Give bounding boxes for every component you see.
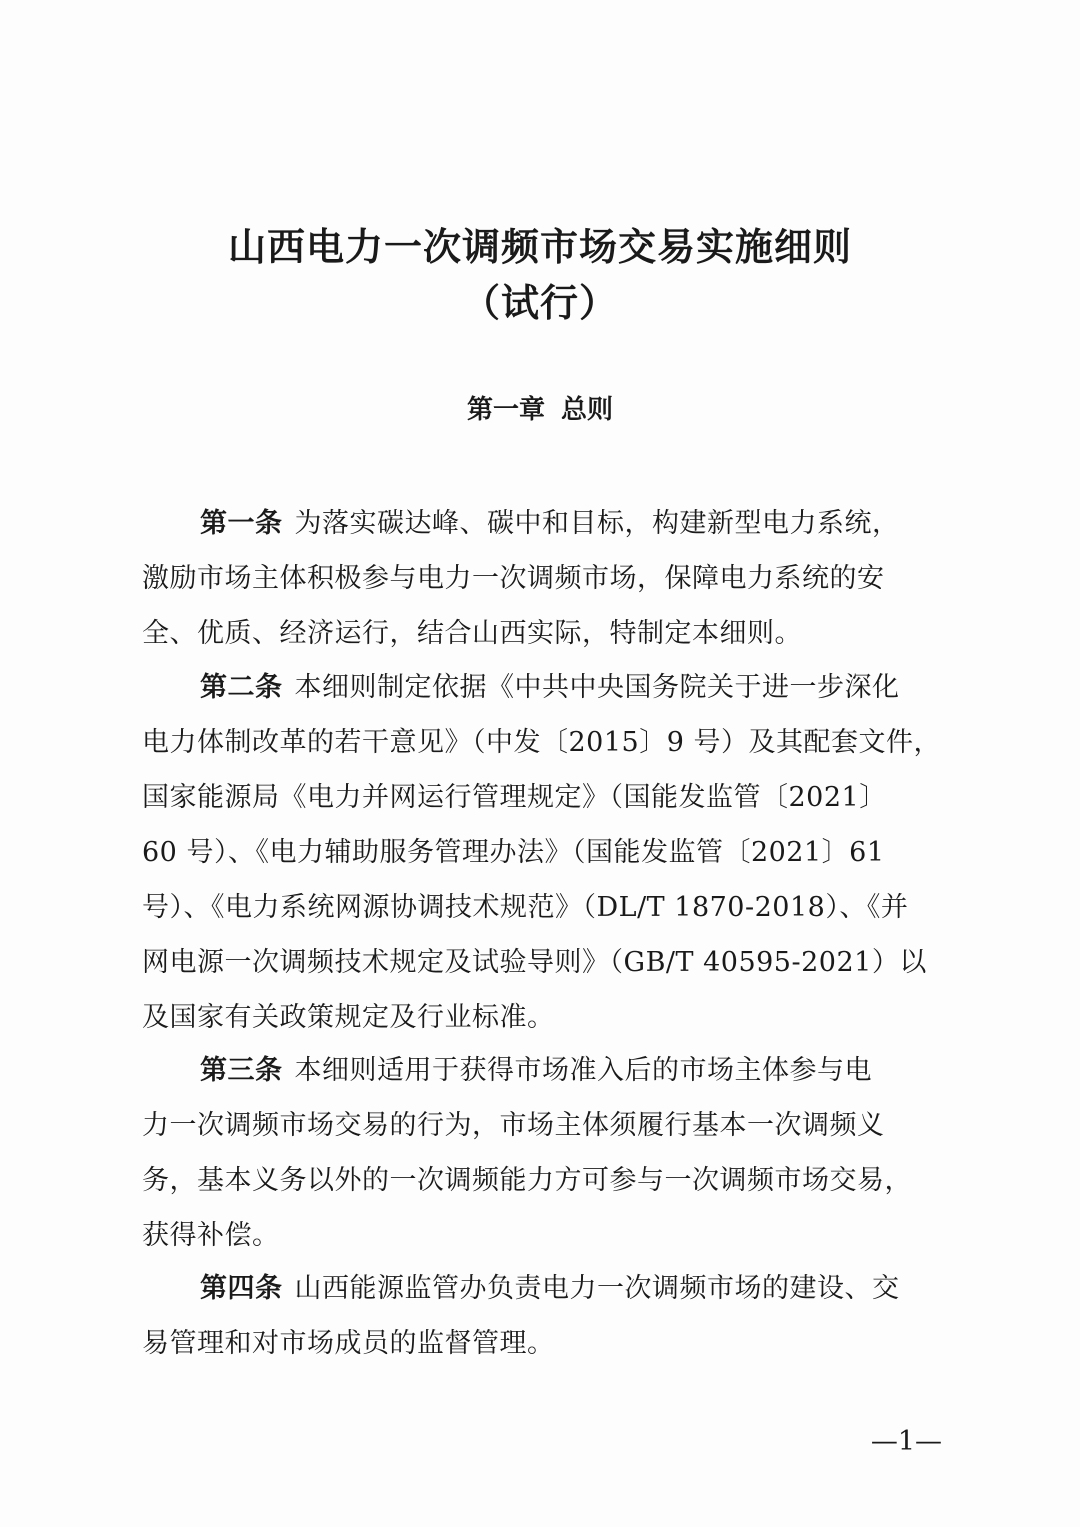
article-label: 第三条: [200, 1055, 283, 1086]
article-line: 电力体制改革的若干意见》（中发〔2015〕9 号）及其配套文件，: [142, 727, 941, 758]
article-text: 本细则制定依据《中共中央国务院关于进一步深化: [294, 672, 900, 703]
article-line: [142, 1043, 942, 1098]
article-line: 力一次调频市场交易的行为，市场主体须履行基本一次调频义: [142, 1110, 885, 1141]
article-1: [142, 496, 942, 661]
article-2: [142, 660, 942, 1045]
article-line: 号）、《电力系统网源协调技术规范》（DL/T 1870-2018）、《并: [142, 892, 909, 923]
article-3: [142, 1043, 942, 1263]
article-line: [142, 496, 942, 551]
chapter-heading: [0, 397, 1080, 423]
article-text: 山西能源监管办负责电力一次调频市场的建设、交: [294, 1273, 900, 1304]
article-line: 网电源一次调频技术规定及试验导则》（GB/T 40595-2021）以: [142, 947, 927, 978]
article-line: 60 号）、《电力辅助服务管理办法》（国能发监管〔2021〕61: [142, 837, 885, 868]
article-line: 易管理和对市场成员的监督管理。: [142, 1328, 555, 1359]
article-line: 激励市场主体积极参与电力一次调频市场，保障电力系统的安: [142, 563, 885, 594]
chapter-number: 第一章: [466, 395, 545, 425]
article-label: 第一条: [200, 508, 283, 539]
document-subtitle: （试行）: [461, 280, 618, 325]
article-line: 获得补偿。: [142, 1220, 280, 1251]
article-text: 本细则适用于获得市场准入后的市场主体参与电: [294, 1055, 872, 1086]
article-line: 及国家有关政策规定及行业标准。: [142, 1002, 555, 1033]
article-4: [142, 1261, 942, 1371]
article-label: 第四条: [200, 1273, 283, 1304]
article-line: 国家能源局《电力并网运行管理规定》（国能发监管〔2021〕: [142, 782, 887, 813]
page-number: —1—: [870, 1426, 942, 1457]
chapter-name: 总则: [561, 395, 614, 425]
article-line: [142, 660, 942, 715]
article-label: 第二条: [200, 672, 283, 703]
article-text: 为落实碳达峰、碳中和目标，构建新型电力系统，: [294, 508, 900, 539]
article-line: [142, 1261, 942, 1316]
document-title: 山西电力一次调频市场交易实施细则: [227, 224, 852, 269]
article-line: 全、优质、经济运行，结合山西实际，特制定本细则。: [142, 618, 802, 649]
article-line: 务，基本义务以外的一次调频能力方可参与一次调频市场交易，: [142, 1165, 912, 1196]
